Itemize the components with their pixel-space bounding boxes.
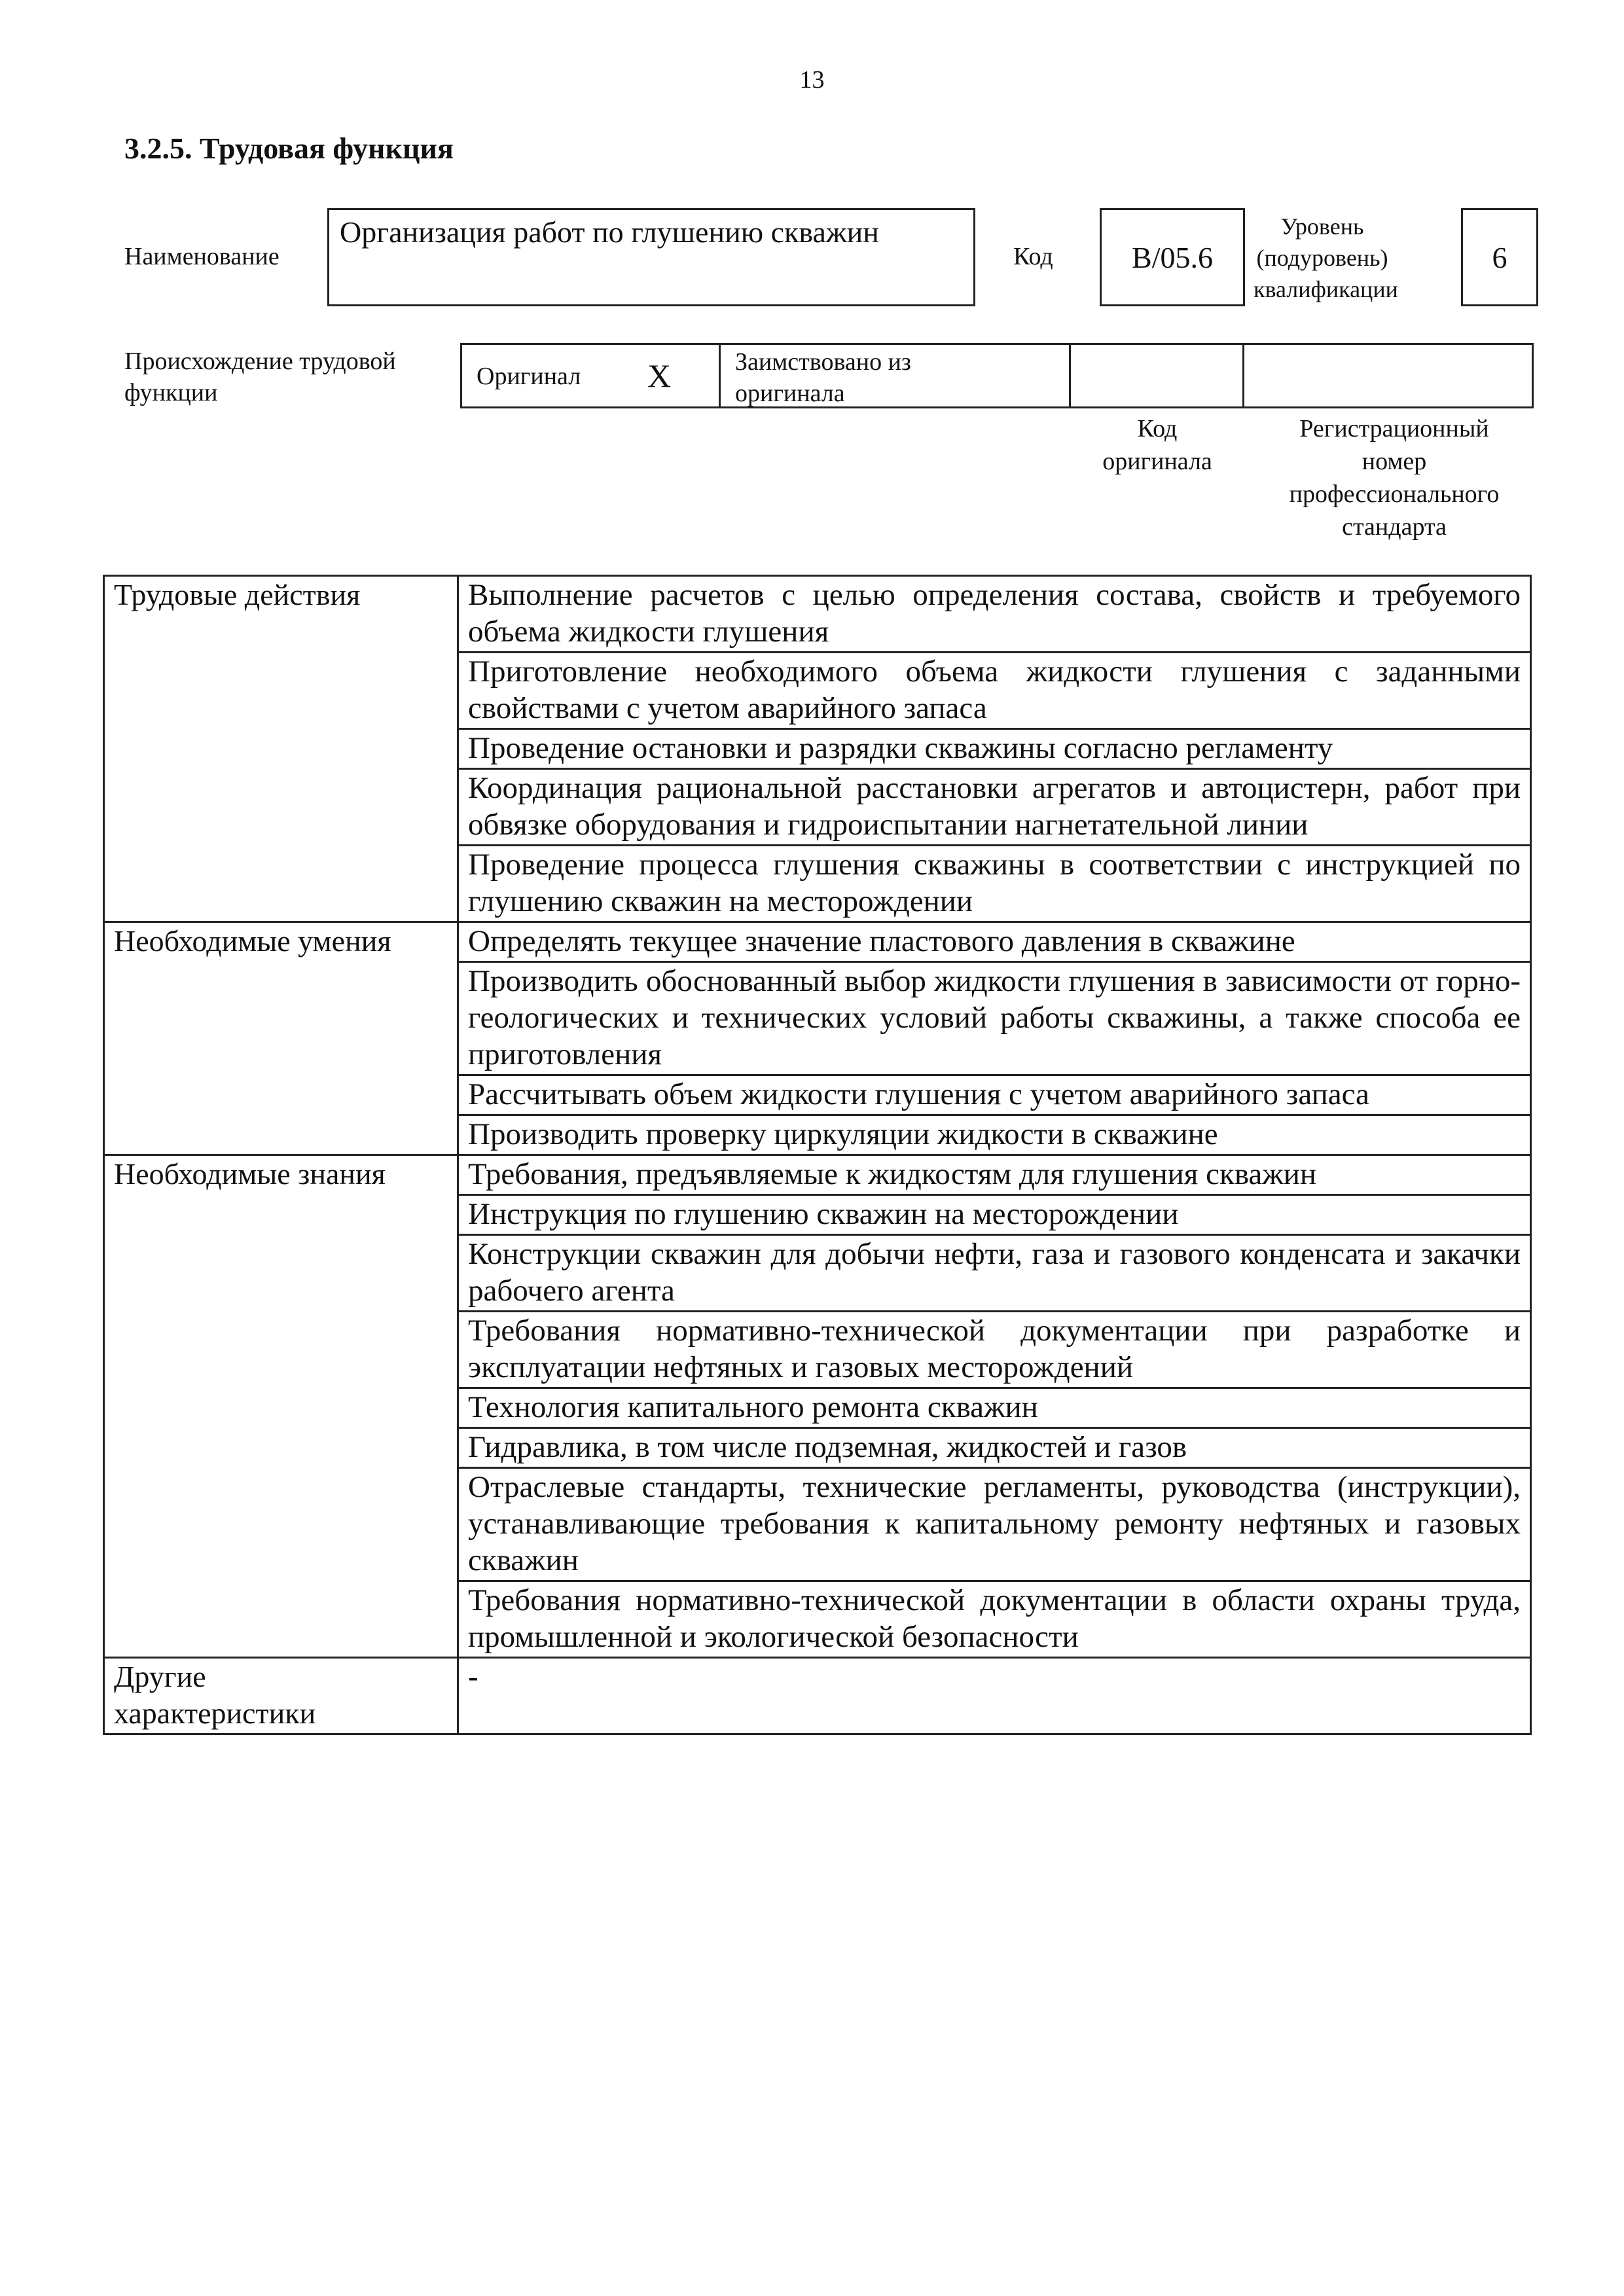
table-cell: Конструкции скважин для добычи нефти, газа и газового конденсата и закачки рабочего агента <box>458 1235 1531 1312</box>
original-label: Оригинал <box>477 363 581 390</box>
reg-caption-line: профессионального <box>1289 480 1500 508</box>
category-labor-actions: Трудовые действия <box>104 576 458 922</box>
code-label: Код <box>1013 243 1053 270</box>
origin-label <box>124 346 439 408</box>
level-label-line: (подуровень) <box>1256 245 1388 271</box>
table-cell: Приготовление необходимого объема жидкости глушения с заданными свойствами с учетом аварийного запаса <box>458 653 1531 729</box>
reg-caption-line: номер <box>1362 448 1427 475</box>
category-label-line: характеристики <box>114 1696 316 1730</box>
code-caption-line: Код <box>1137 415 1178 442</box>
category-required-skills: Необходимые умения <box>104 922 458 1155</box>
table-cell: Выполнение расчетов с целью определения состава, свойств и требуемого объема жидкости глушения <box>458 576 1531 653</box>
table-row <box>104 1658 1531 1734</box>
borrowed-label <box>735 346 911 409</box>
table-row <box>104 1155 1531 1195</box>
function-table <box>103 575 1532 1735</box>
table-cell: Требования нормативно-технической документации при разработке и эксплуатации нефтяных и газовых месторождений <box>458 1312 1531 1388</box>
table-cell: Требования, предъявляемые к жидкостям для глушения скважин <box>458 1155 1531 1195</box>
code-value: B/05.6 <box>1100 208 1245 306</box>
table-cell: - <box>458 1658 1531 1734</box>
category-label-line: Другие <box>114 1660 206 1693</box>
reg-caption <box>1244 412 1545 543</box>
table-cell: Производить проверку циркуляции жидкости в скважине <box>458 1115 1531 1155</box>
borrowed-label-line: Заимствовано из <box>735 348 911 376</box>
level-value: 6 <box>1461 208 1538 306</box>
borrowed-label-line: оригинала <box>735 380 845 407</box>
table-cell: Отраслевые стандарты, технические регламенты, руководства (инструкции), устанавливающие требования к капитальному ремонту нефтяных и газовых скважин <box>458 1468 1531 1581</box>
reg-caption-line: стандарта <box>1342 513 1447 541</box>
origin-reg-cell <box>1244 345 1532 406</box>
category-required-knowledge: Необходимые знания <box>104 1155 458 1658</box>
origin-original-cell <box>462 345 721 406</box>
level-label <box>1254 211 1398 305</box>
table-cell: Технология капитального ремонта скважин <box>458 1388 1531 1428</box>
reg-caption-line: Регистрационный <box>1299 415 1489 442</box>
table-cell: Требования нормативно-технической документации в области охраны труда, промышленной и экологической безопасности <box>458 1581 1531 1658</box>
level-label-line: Уровень <box>1280 213 1364 240</box>
name-value: Организация работ по глушению скважин <box>327 208 975 306</box>
original-mark: X <box>647 357 672 394</box>
table-row <box>104 576 1531 653</box>
table-cell: Координация рациональной расстановки агрегатов и автоцистерн, работ при обвязке оборудования и гидроиспытании нагнетательной линии <box>458 769 1531 846</box>
name-label: Наименование <box>124 243 280 270</box>
table-cell: Проведение остановки и разрядки скважины согласно регламенту <box>458 729 1531 769</box>
category-other-characteristics <box>104 1658 458 1734</box>
page-number: 13 <box>799 66 825 94</box>
table-row <box>104 922 1531 962</box>
table-cell: Производить обоснованный выбор жидкости глушения в зависимости от горно-геологических и технических условий работы скважины, а также способа ее приготовления <box>458 962 1531 1075</box>
level-label-line: квалификации <box>1254 276 1398 302</box>
origin-code-cell <box>1071 345 1244 406</box>
table-cell: Проведение процесса глушения скважины в соответствии с инструкцией по глушению скважин на месторождении <box>458 846 1531 922</box>
origin-table <box>460 343 1534 408</box>
origin-borrowed-cell <box>721 345 1071 406</box>
table-cell: Инструкция по глушению скважин на месторождении <box>458 1195 1531 1235</box>
section-title: 3.2.5. Трудовая функция <box>124 132 454 165</box>
code-caption <box>1072 412 1242 478</box>
table-cell: Определять текущее значение пластового давления в скважине <box>458 922 1531 962</box>
origin-label-line: функции <box>124 379 218 406</box>
table-cell: Рассчитывать объем жидкости глушения с учетом аварийного запаса <box>458 1075 1531 1115</box>
code-caption-line: оригинала <box>1102 448 1212 475</box>
origin-label-line: Происхождение трудовой <box>124 348 396 375</box>
table-cell: Гидравлика, в том числе подземная, жидкостей и газов <box>458 1428 1531 1468</box>
